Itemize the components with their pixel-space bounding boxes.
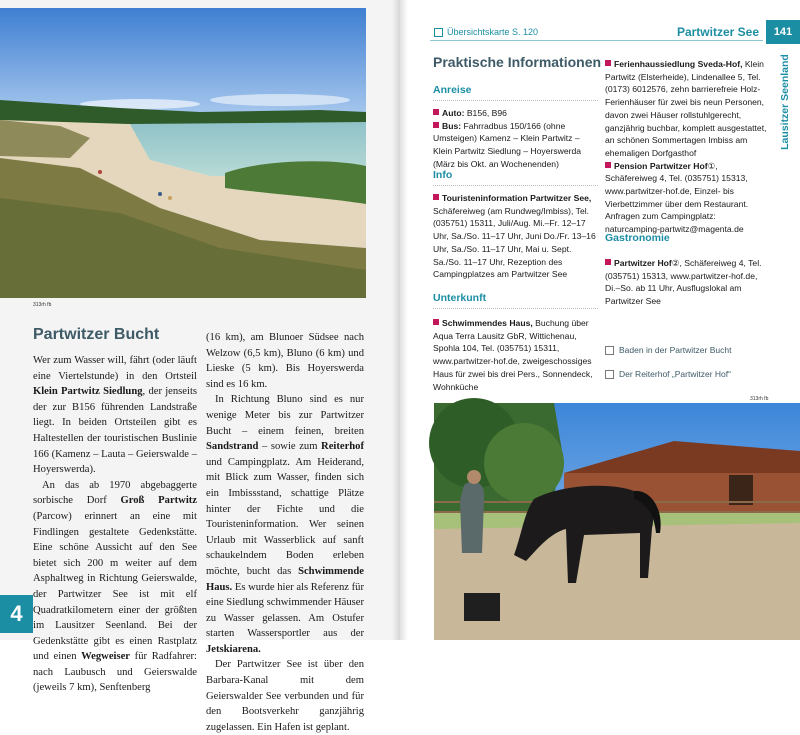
bullet-icon bbox=[433, 122, 439, 128]
map-reference-text: Übersichtskarte S. 120 bbox=[447, 27, 539, 37]
bullet-icon bbox=[433, 194, 439, 200]
cross-reference-text: Der Reiterhof „Partwitzer Hof“ bbox=[619, 369, 731, 379]
photo-credit: 313rh fb bbox=[750, 396, 769, 402]
photo-ref-icon bbox=[605, 370, 614, 379]
side-tab-label: Lausitzer Seenland bbox=[779, 54, 791, 150]
page-number-right: 141 bbox=[766, 20, 800, 44]
cross-reference[interactable] bbox=[605, 369, 731, 379]
divider bbox=[433, 100, 598, 101]
paragraph: Der Partwitzer See ist über den Barbara-Kanal mit dem Geierswalder See verbunden und für den Bootsverkehr ganzjährig zugelassen. Ein Hafen ist geplant. bbox=[206, 659, 364, 733]
list-accommodation bbox=[605, 58, 771, 236]
subheading-anreise: Anreise bbox=[433, 84, 472, 96]
section-title: Partwitzer Bucht bbox=[33, 326, 160, 343]
photo-ref-icon bbox=[605, 346, 614, 355]
info-title: Praktische Informationen bbox=[433, 54, 602, 70]
header-title: Partwitzer See bbox=[676, 25, 759, 39]
body-column-left bbox=[33, 353, 197, 696]
info-entry: Ferienhaussiedlung Sveda-Hof, Klein Partwitz (Elsterheide), Lindenallee 5, Tel. (0173) 6012576, zehn barrierefreie Holz-Ferienhäuser für zwei bis neun Personen, davon zwei Häuser rollstuhlgerecht, ganzjährig buchbar, komplett ausgestattet, an schönen Sommertagen Imbiss am ehemaligen Dorfgasthof bbox=[605, 59, 767, 158]
horse-photo bbox=[434, 403, 800, 640]
list-gastronomie bbox=[605, 257, 771, 308]
photo-credit: 313rh fb bbox=[33, 302, 52, 308]
left-page bbox=[0, 0, 400, 733]
paragraph: (16 km), am Blunoer Südsee nach Welzow (6,5 km), Bluno (6 km) und Lieske (5 km). Bis Hoyerswerda sind es 16 km. bbox=[206, 332, 364, 390]
paragraph: An das ab 1970 abgebaggerte sorbische Dorf Groß Partwitz (Parcow) erinnert an eine mit Findlingen gestaltete Gedenkstätte. Eine schöne Aussicht auf den See bietet sich 200 m weiter auf dem Asphaltweg in Richtung Geierswalde, der Partwitzer See ist mit elf Quadratkilometern einer der größten im Lausitzer Seenland. Bei der Gedenkstätte gibt es einen Rastplatz und einen Wegweiser für Radfahrer: nach Laubusch und Geierswalde (jeweils 7 km), Senftenberg bbox=[33, 479, 197, 694]
list-info bbox=[433, 192, 598, 281]
divider bbox=[433, 308, 598, 309]
book-gutter bbox=[392, 0, 408, 640]
info-entry: Partwitzer Hof②, Schäfereiweg 4, Tel. (035751) 15313, www.partwitzer-hof.de, Di.–So. ab 11 Uhr, Ausflugslokal am Partwitzer See bbox=[605, 258, 762, 307]
list-anreise bbox=[433, 107, 598, 171]
right-page bbox=[400, 0, 800, 640]
bullet-icon bbox=[605, 162, 611, 168]
info-entry: Bus: Fahrradbus 150/166 (ohne Umsteigen) Kamenz – Klein Partwitz – Klein Partwitz Siedlung – Hoyerswerda (März bis Okt. an Wochenenden) bbox=[433, 120, 582, 169]
info-entry: Pension Partwitzer Hof①, Schäfereiweg 4, Tel. (035751) 15313, www.partwitzer-hof.de, Einzel- bis Vierbettzimmer über dem Restaurant. Anfragen zum Campingplatz: naturcamping-partwitz@magenta.de bbox=[605, 160, 749, 235]
info-entry: Touristeninformation Partwitzer See, Schäfereiweg (am Rundweg/Imbiss), Tel. (035751) 15311, Juli/Aug. Mi.–Fr. 12–17 Uhr, Sa./So. 11–17 Uhr, Juni Do./Fr. 13–16 Uhr, Sa./So. 11–17 Uhr, Mai u. Sept. Sa./So. 11–17 Uhr, Rezeption des Campingplatzes am Partwitzer See bbox=[433, 193, 596, 280]
side-tab bbox=[778, 48, 792, 158]
list-unterkunft bbox=[433, 317, 598, 393]
divider bbox=[433, 185, 598, 186]
map-reference bbox=[434, 27, 538, 37]
page-number-left: 4 bbox=[0, 595, 33, 633]
cross-reference-text: Baden in der Partwitzer Bucht bbox=[619, 345, 732, 355]
bullet-icon bbox=[605, 60, 611, 66]
subheading-unterkunft: Unterkunft bbox=[433, 292, 487, 304]
paragraph: In Richtung Bluno sind es nur wenige Meter bis zur Partwitzer Bucht – einem feinen, breiten Sandstrand – sowie zum Reiterhof und Campingplatz. Am Heiderand, mit Blick zum Wasser, finden sich ein Imbissstand, schattige Plätze hinter der Fichte und die Touristeninformation. Wer seinen Urlaub mit Wasserblick auf sanft schaukelndem Boden erleben möchte, bucht das Schwimmende Haus. Es wurde hier als Referenz für eine Siedlung schwimmender Häuser zu Wasser gelassen. Am Ostufer starten Wassersportler aus der Jetskiarena. bbox=[206, 394, 364, 655]
bullet-icon bbox=[433, 319, 439, 325]
bullet-icon bbox=[433, 109, 439, 115]
running-header bbox=[430, 24, 763, 41]
bullet-icon bbox=[605, 259, 611, 265]
beach-photo bbox=[0, 8, 366, 298]
info-entry: Schwimmendes Haus, Buchung über Aqua Terra Lausitz GbR, Wittichenau, Spohla 104, Tel. (035751) 15311, www.partwitzer-hof.de, zweigeschossiges Haus für zwei bis drei Pers., Sonnendeck, Wohnküche bbox=[433, 318, 593, 392]
body-column-right bbox=[206, 330, 364, 735]
subheading-gastronomie: Gastronomie bbox=[605, 232, 670, 244]
cross-reference[interactable] bbox=[605, 345, 731, 355]
map-box-icon bbox=[434, 28, 443, 37]
subheading-info: Info bbox=[433, 169, 453, 181]
paragraph: Wer zum Wasser will, fährt (oder läuft eine Viertelstunde) in den Ortsteil Klein Partwitz Siedlung, der jenseits der zur B156 führenden Landstraße liegt. In beiden Ortsteilen gibt es Haltestellen der touristischen Buslinie 166 (Kamenz – Lauta – Geierswalde – Hoyerswerda). bbox=[33, 355, 198, 476]
info-entry: Auto: B156, B96 bbox=[433, 107, 598, 120]
